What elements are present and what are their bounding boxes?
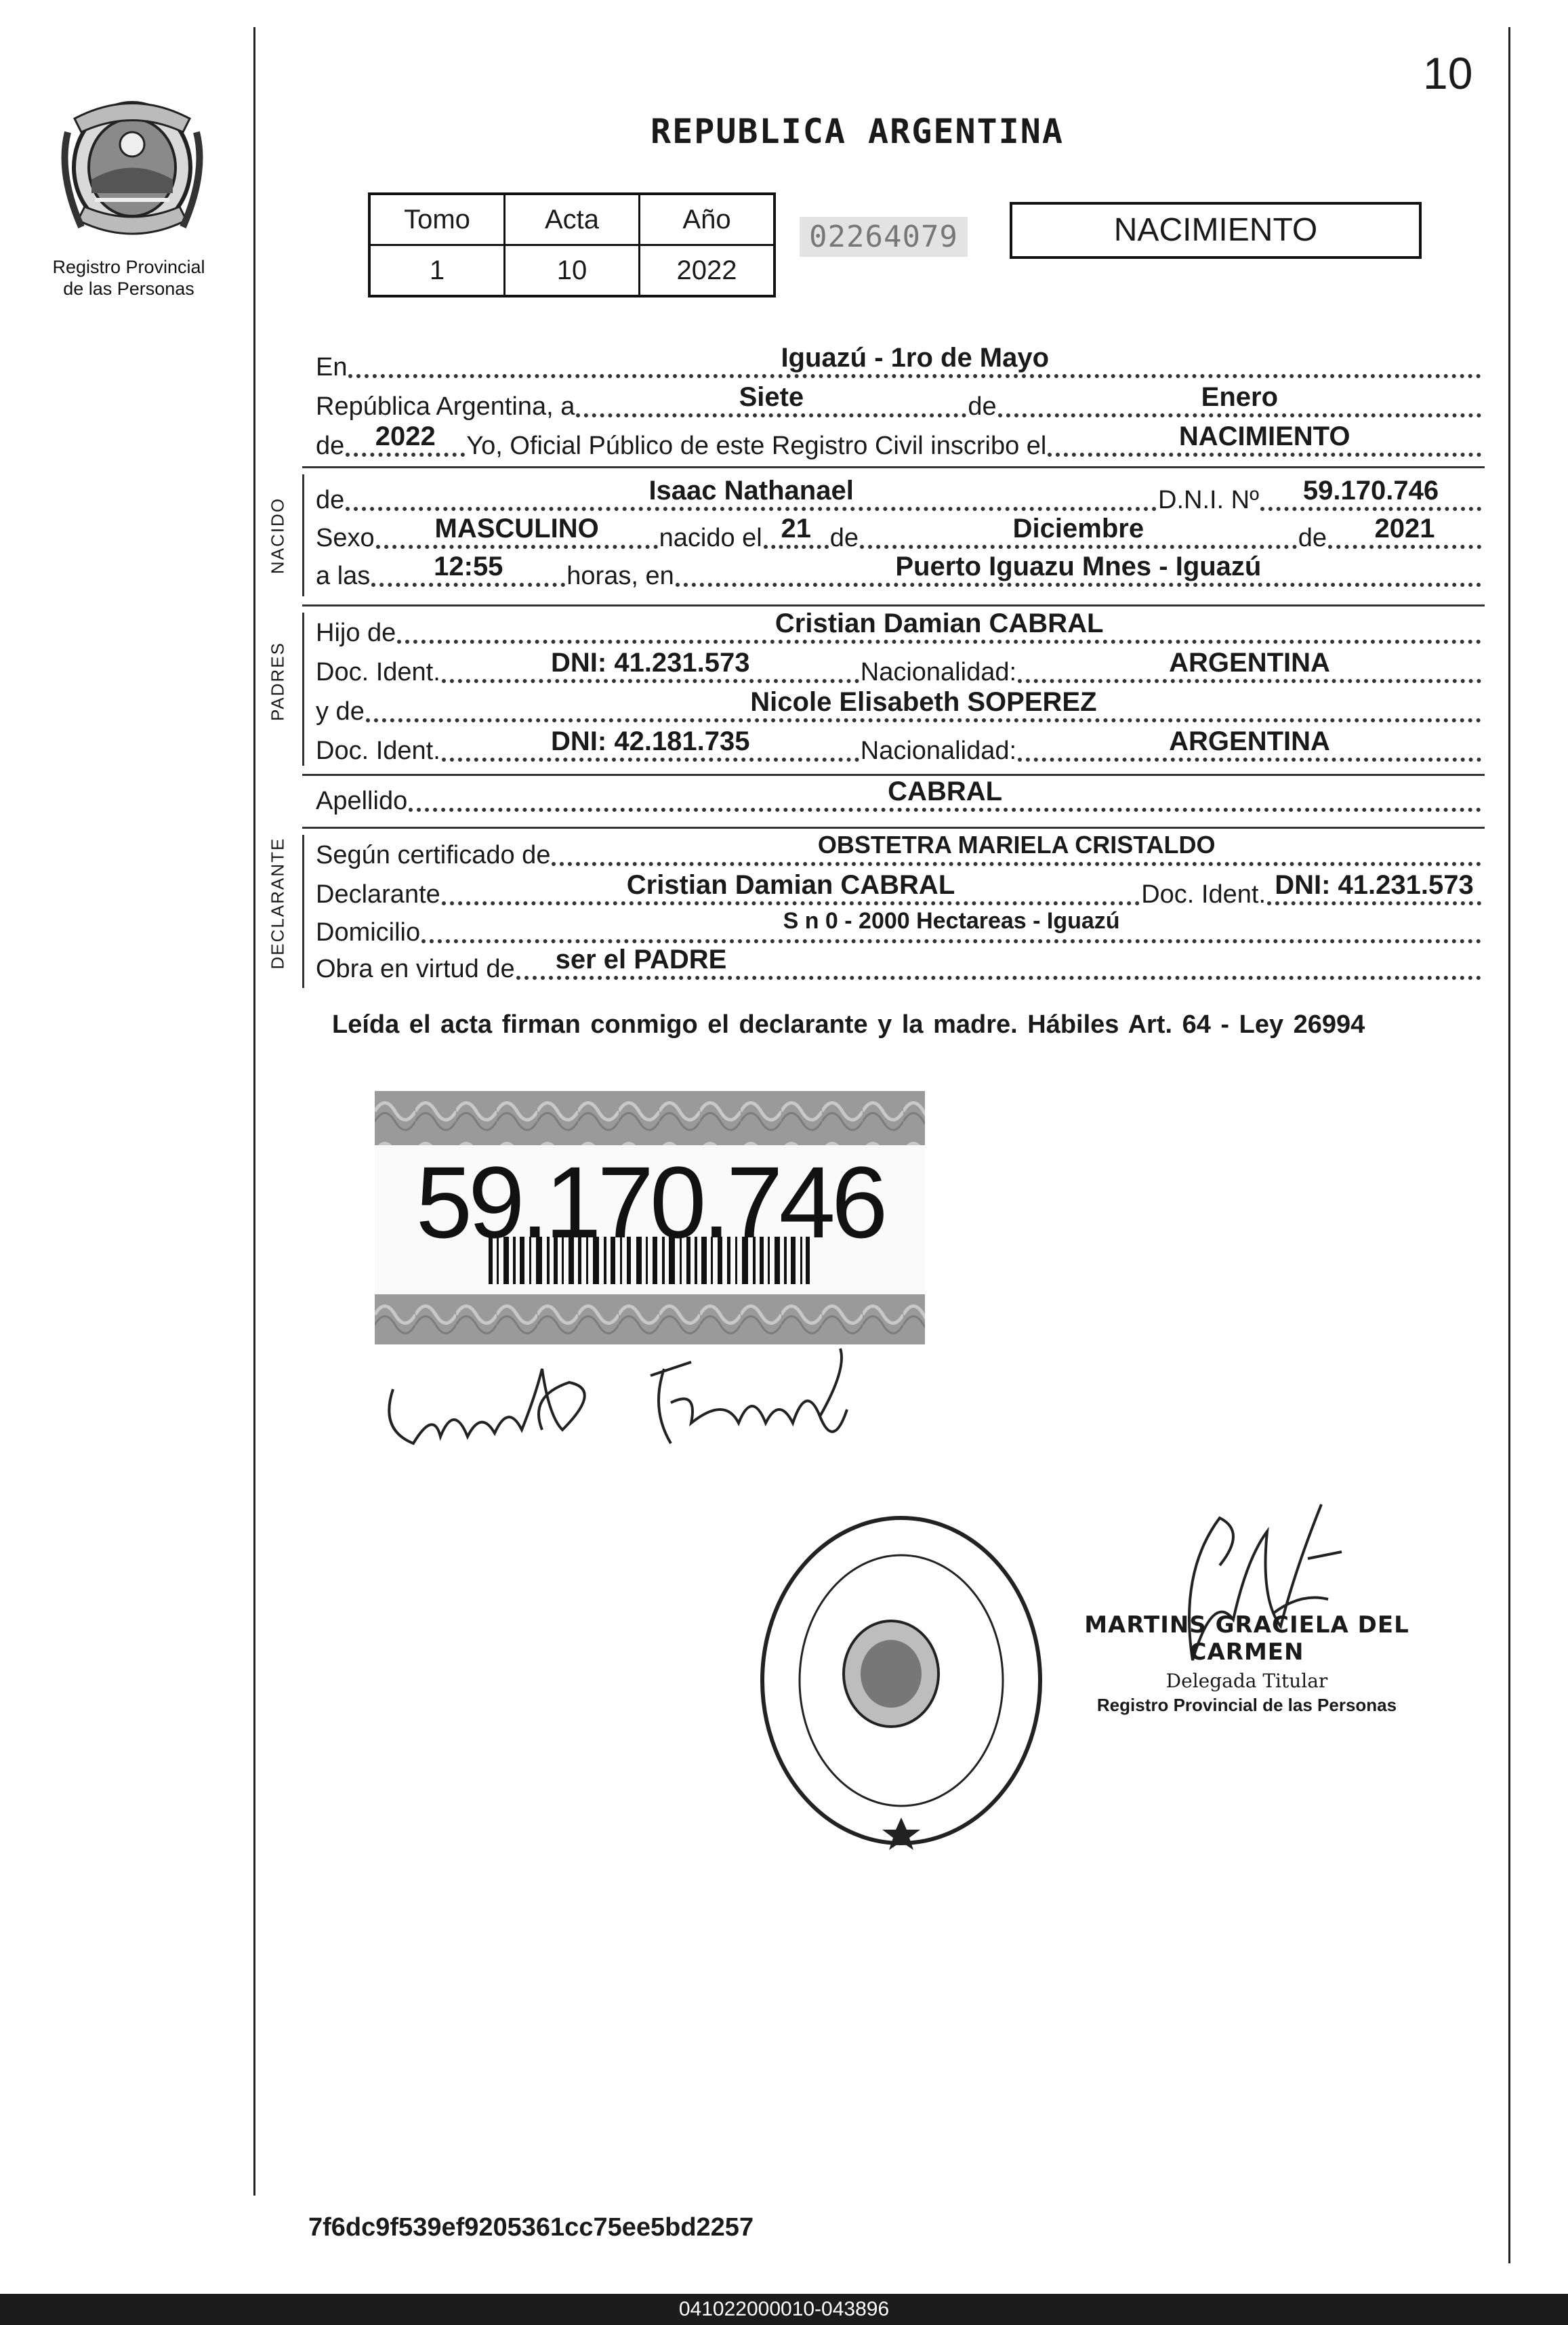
divider <box>302 774 1485 776</box>
value-father-doc: DNI: 41.231.573 <box>551 648 750 678</box>
province-seal-logo <box>54 91 210 251</box>
value-declarante-doc: DNI: 41.231.573 <box>1275 870 1474 900</box>
registry-value-ano: 2022 <box>640 245 775 297</box>
registry-value-tomo: 1 <box>369 245 505 297</box>
label-doc: Doc. Ident. <box>316 658 440 686</box>
document-hash: 7f6dc9f539ef9205361cc75ee5bd2257 <box>308 2213 754 2242</box>
value-day: Siete <box>739 382 804 412</box>
value-certificado: OBSTETRA MARIELA CRISTALDO <box>817 831 1216 859</box>
value-place: Iguazú - 1ro de Mayo <box>781 343 1050 373</box>
row-nombre <box>316 478 1483 519</box>
row-sexo <box>316 516 1483 557</box>
value-year: 2022 <box>375 421 436 451</box>
value-birth-month: Diciembre <box>1012 514 1144 543</box>
dni-sticker-number: 59.170.746 <box>415 1145 884 1259</box>
value-birth-time: 12:55 <box>434 552 503 581</box>
value-birth-year: 2021 <box>1374 514 1435 543</box>
document-title: REPUBLICA ARGENTINA <box>651 112 1064 151</box>
section-label-declarante: DECLARANTE <box>267 837 288 970</box>
official-role: Delegada Titular <box>1165 1670 1328 1692</box>
label-dni: D.N.I. Nº <box>1158 486 1259 514</box>
footer-code: 041022000010-043896 <box>678 2298 890 2320</box>
divider <box>302 827 1485 829</box>
value-father-nationality: ARGENTINA <box>1169 648 1330 678</box>
value-birth-day: 21 <box>781 514 811 543</box>
logo-caption: Registro Provincial de las Personas <box>52 257 205 299</box>
section-label-padres: PADRES <box>267 642 288 721</box>
footer-bar <box>0 2294 1568 2325</box>
value-domicilio: S n 0 - 2000 Hectareas - Iguazú <box>783 908 1120 934</box>
value-sexo: MASCULINO <box>434 514 599 543</box>
label-nacionalidad: Nacionalidad: <box>860 737 1017 765</box>
label-obra: Obra en virtud de <box>316 955 515 983</box>
label-sexo: Sexo <box>316 524 375 552</box>
label-de-3: de <box>1298 524 1327 552</box>
registry-header-ano: Año <box>640 194 775 245</box>
official-name: MARTINS GRACIELA DEL CARMEN <box>1084 1611 1409 1666</box>
value-month: Enero <box>1201 382 1278 412</box>
label-republica: República Argentina, a <box>316 392 575 421</box>
parent-signatures <box>373 1328 915 1464</box>
row-father-doc <box>316 648 1483 691</box>
label-apellido: Apellido <box>316 787 408 815</box>
value-event: NACIMIENTO <box>1178 421 1350 451</box>
label-doc: Doc. Ident. <box>316 737 440 765</box>
divider <box>302 466 1485 468</box>
section-bracket <box>302 613 304 766</box>
value-birth-place: Puerto Iguazu Mnes - Iguazú <box>895 552 1262 581</box>
row-declarante <box>316 870 1483 913</box>
section-label-nacido: NACIDO <box>267 497 288 575</box>
registry-table <box>368 192 776 297</box>
value-apellido: CABRAL <box>888 777 1003 806</box>
row-mother <box>316 687 1483 731</box>
label-nacionalidad: Nacionalidad: <box>860 658 1017 686</box>
label-domicilio: Domicilio <box>316 918 421 947</box>
label-a-las: a las <box>316 562 371 590</box>
label-horas: horas, en <box>566 562 674 590</box>
serial-number: 02264079 <box>800 217 968 257</box>
signature-note: Leída el acta firman conmigo el declarante y la madre. Hábiles Art. 64 - Ley 26994 <box>332 1010 1365 1039</box>
right-margin-line <box>1508 27 1510 2263</box>
official-round-stamp <box>745 1504 1057 1857</box>
value-name: Isaac Nathanael <box>648 476 854 506</box>
official-office: Registro Provincial de las Personas <box>1096 1695 1397 1715</box>
value-mother-name: Nicole Elisabeth SOPEREZ <box>750 687 1097 717</box>
section-bracket <box>302 835 304 988</box>
value-obra: ser el PADRE <box>555 945 727 974</box>
row-father <box>316 611 1483 652</box>
label-y-de: y de <box>316 697 365 726</box>
row-hora <box>316 554 1483 595</box>
registry-value-acta: 10 <box>505 245 640 297</box>
row-obra <box>316 947 1483 988</box>
row-certificado <box>316 831 1483 874</box>
value-mother-nationality: ARGENTINA <box>1169 726 1330 756</box>
row-apellido <box>316 779 1483 820</box>
label-doc: Doc. Ident. <box>1141 880 1266 909</box>
label-de: de <box>968 392 997 421</box>
left-margin-line <box>253 27 255 2196</box>
row-mother-doc <box>316 726 1483 770</box>
label-year-prefix: de <box>316 432 345 460</box>
registry-header-acta: Acta <box>505 194 640 245</box>
label-en: En <box>316 353 348 382</box>
value-father-name: Cristian Damian CABRAL <box>775 609 1104 638</box>
row-en <box>316 343 1483 386</box>
label-de-2: de <box>829 524 859 552</box>
label-de: de <box>316 486 345 514</box>
value-declarante-name: Cristian Damian CABRAL <box>626 870 955 900</box>
registry-header-tomo: Tomo <box>369 194 505 245</box>
label-hijo-de: Hijo de <box>316 619 396 647</box>
official-stamp-text <box>1057 1611 1437 1716</box>
value-mother-doc: DNI: 42.181.735 <box>551 726 750 756</box>
label-declarante: Declarante <box>316 880 440 909</box>
page-number: 10 <box>1423 48 1473 98</box>
row-date <box>316 382 1483 426</box>
value-dni: 59.170.746 <box>1302 476 1439 506</box>
statement: Yo, Oficial Público de este Registro Civil inscribo el <box>466 432 1047 460</box>
label-nacido-el: nacido el <box>659 524 762 552</box>
record-type-box: NACIMIENTO <box>1010 202 1422 259</box>
row-year <box>316 421 1483 465</box>
section-bracket <box>302 474 304 596</box>
label-certificado: Según certificado de <box>316 841 551 869</box>
divider <box>302 604 1485 606</box>
